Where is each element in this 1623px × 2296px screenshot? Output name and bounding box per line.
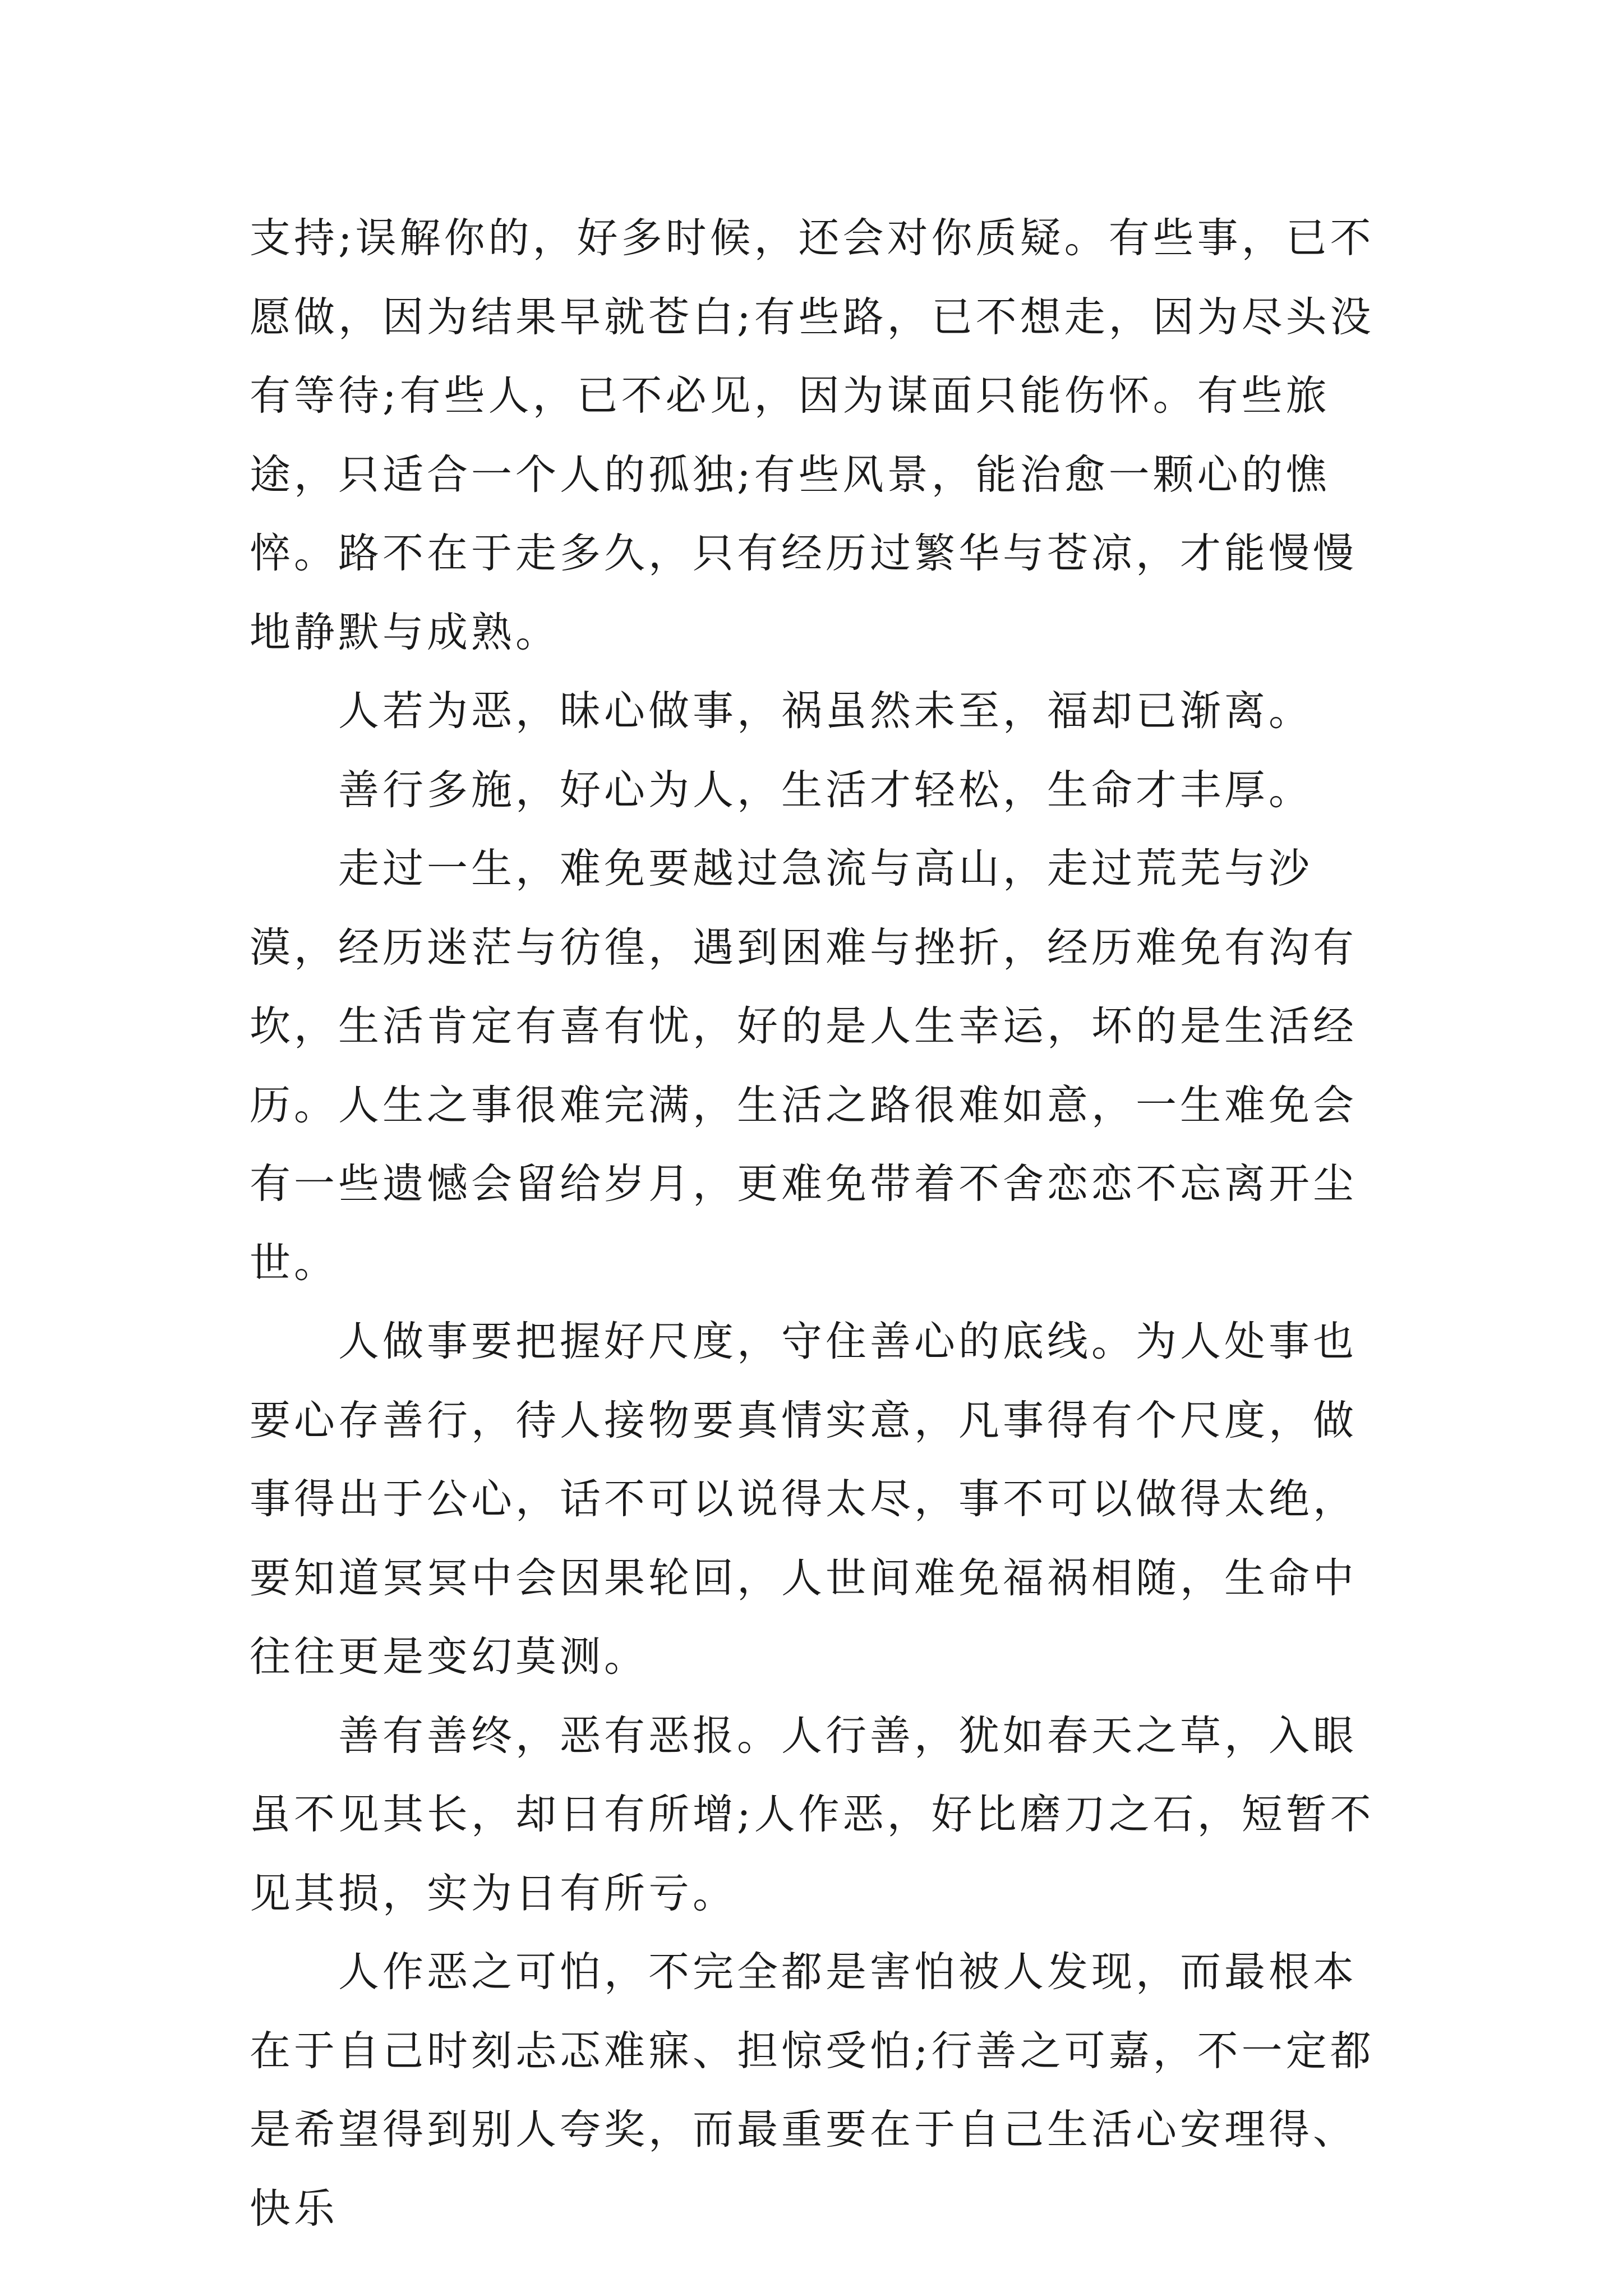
paragraph: 善有善终，恶有恶报。人行善，犹如春天之草，入眼虽不见其长，却日有所增;人作恶，好比磨刀之石，短暂不见其损，实为日有所亏。 — [250, 1711, 1375, 1917]
paragraph: 人做事要把握好尺度，守住善心的底线。为人处事也要心存善行，待人接物要真情实意，凡事得有个尺度，做事得出于公心，话不可以说得太尽，事不可以做得太绝，要知道冥冥中会因果轮回，人世间难免福祸相随，生命中往往更是变幻莫测。 — [250, 1318, 1357, 1681]
paragraph: 走过一生，难免要越过急流与高山，走过荒芜与沙漠，经历迷茫与彷徨，遇到困难与挫折，经历难免有沟有坎，生活肯定有喜有忧，好的是人生幸运，坏的是生活经历。人生之事很难完满，生活之路很难如意，一生难免会有一些遗憾会留给岁月，更难免带着不舍恋恋不忘离开尘世。 — [250, 845, 1357, 1287]
document-body — [250, 199, 1382, 2248]
paragraph: 人若为恶，昧心做事，祸虽然未至，福却已渐离。 — [338, 687, 1313, 735]
paragraph: 善行多施，好心为人，生活才轻松，生命才丰厚。 — [338, 766, 1313, 814]
paragraph-continued: 支持;误解你的，好多时候，还会对你质疑。有些事，已不愿做，因为结果早就苍白;有些路，已不想走，因为尽头没有等待;有些人，已不必见，因为谋面只能伤怀。有些旅途，只适合一个人的孤独;有些风景，能治愈一颗心的憔悴。路不在于走多久，只有经历过繁华与苍凉，才能慢慢地静默与成熟。 — [250, 214, 1375, 656]
paragraph: 人作恶之可怕，不完全都是害怕被人发现，而最根本在于自己时刻忐忑难寐、担惊受怕;行善之可嘉，不一定都是希望得到别人夸奖，而最重要在于自己生活心安理得、快乐 — [250, 1948, 1375, 2233]
